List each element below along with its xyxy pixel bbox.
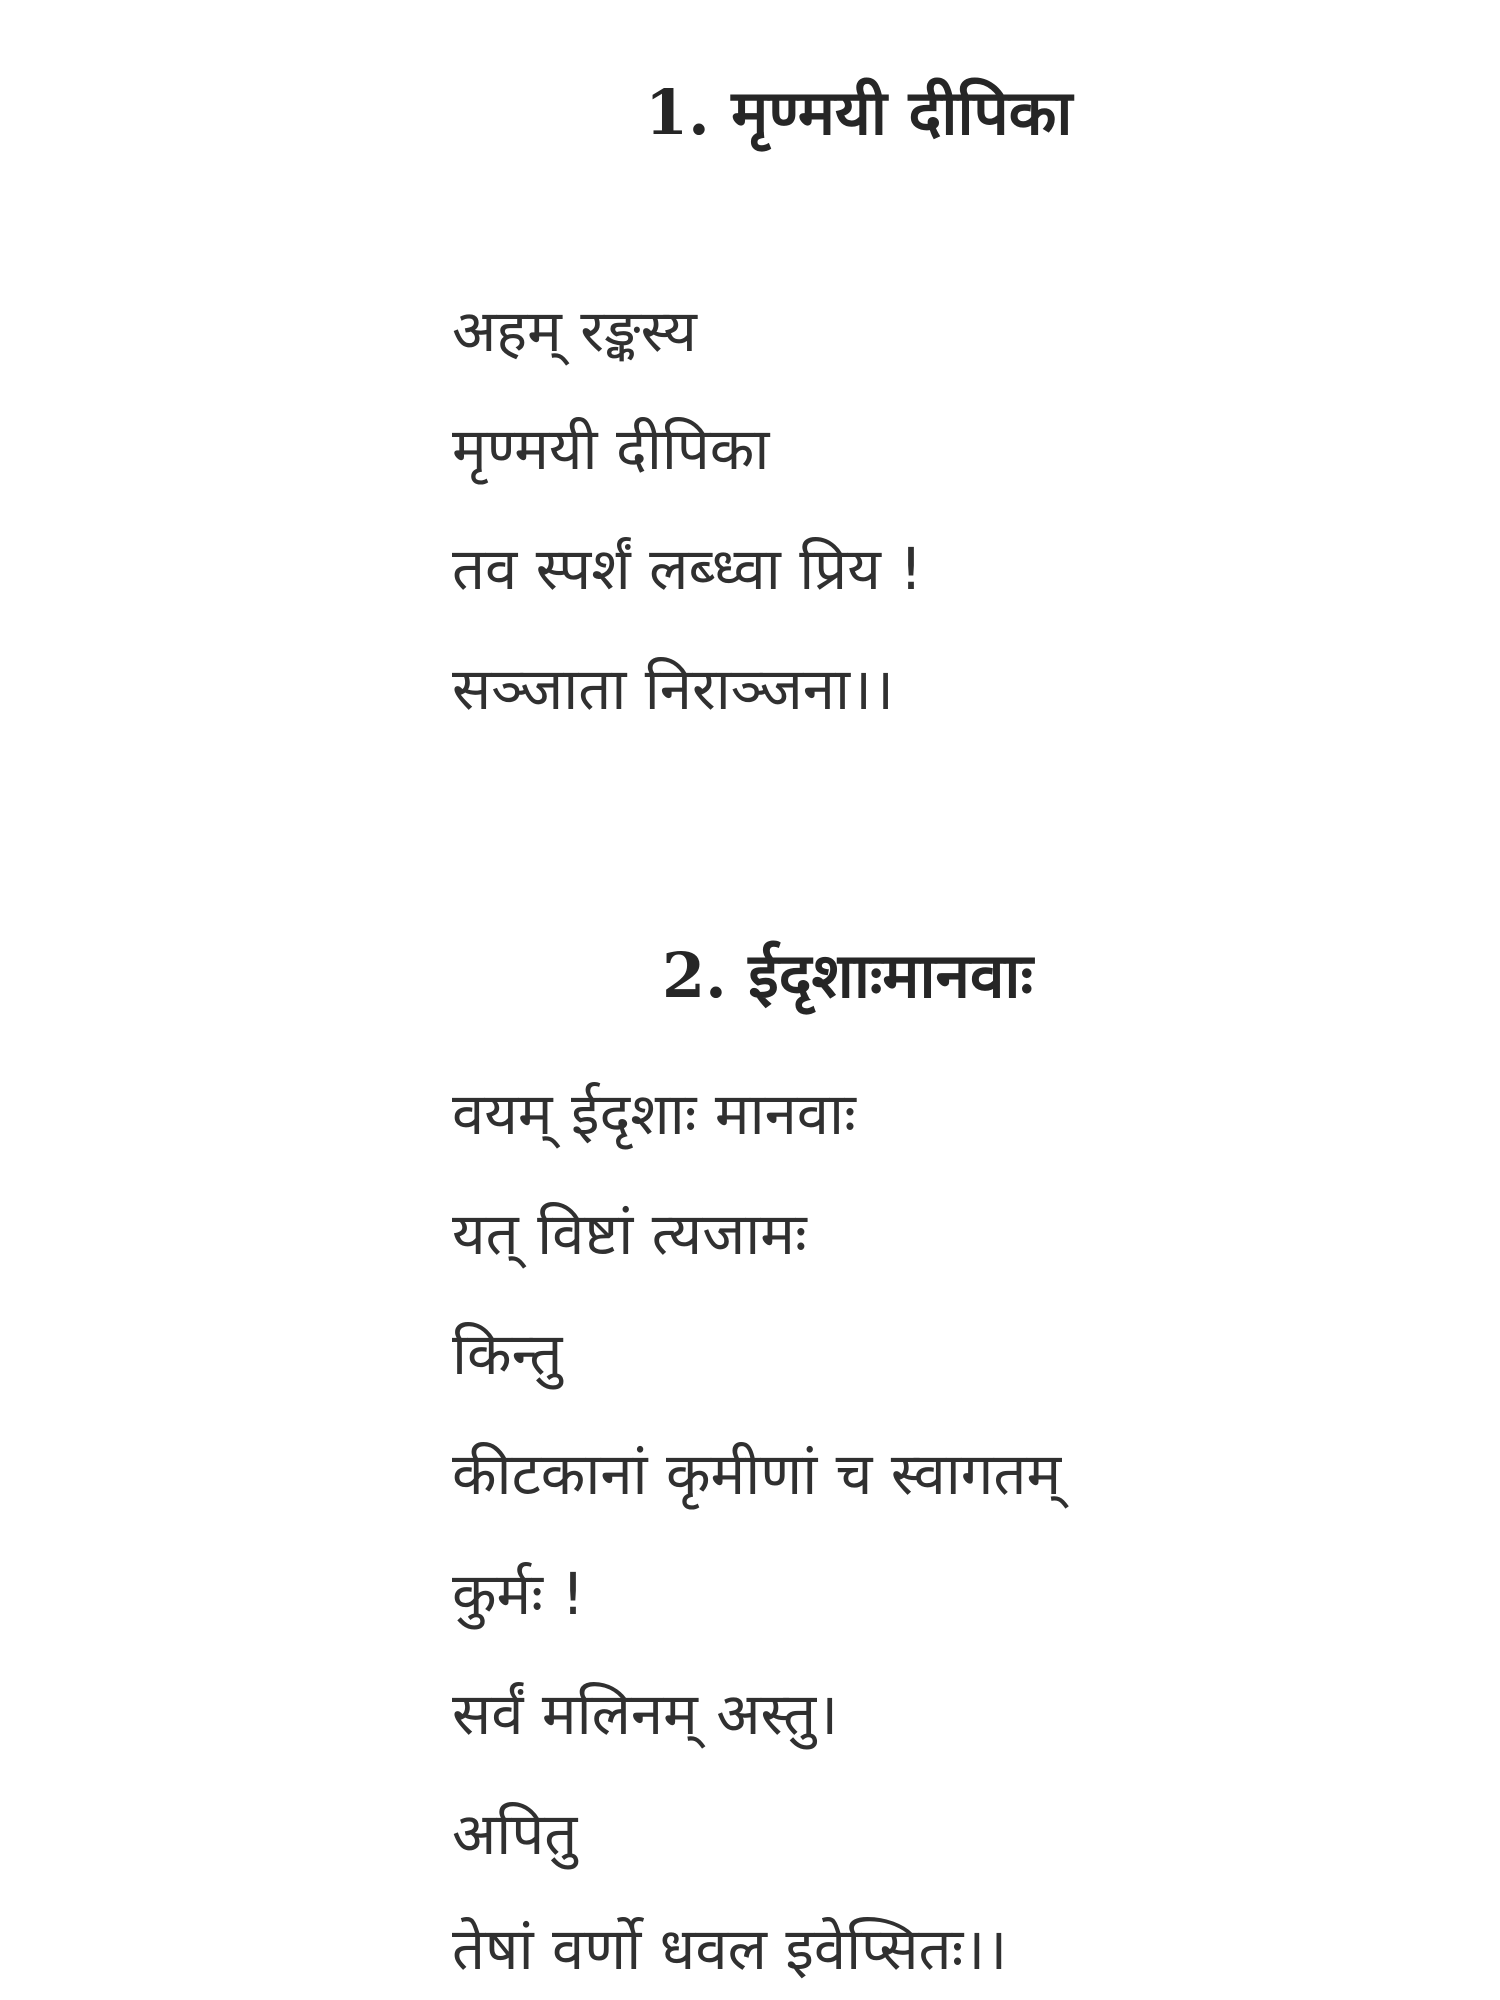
poem-1-heading: 1. मृण्मयी दीपिका xyxy=(645,76,1073,149)
poem-1-line-1: अहम् रङ्कस्य xyxy=(452,297,697,365)
poem-2-line-6: सर्वं मलिनम् अस्तु। xyxy=(452,1680,839,1748)
poem-1-line-3: तव स्पर्शं लब्ध्वा प्रिय ! xyxy=(452,535,923,603)
poem-2-heading: 2. ईदृशाःमानवाः xyxy=(662,939,1034,1012)
poem-2-line-8: तेषां वर्णो धवल इवेप्सितः।। xyxy=(452,1915,1008,1983)
poem-1-line-2: मृण्मयी दीपिका xyxy=(452,415,770,483)
poem-2-line-7: अपितु xyxy=(452,1800,578,1868)
poem-1-line-4: सञ्जाता निराञ्जना।। xyxy=(452,655,894,723)
poem-2-line-3: किन्तु xyxy=(452,1320,563,1388)
poem-2-line-2: यत् विष्टां त्यजामः xyxy=(452,1200,807,1268)
poem-2-line-5: कुर्मः ! xyxy=(452,1560,585,1628)
poem-2-line-4: कीटकानां कृमीणां च स्वागतम् xyxy=(452,1440,1062,1508)
poem-2-line-1: वयम् ईदृशाः मानवाः xyxy=(452,1080,856,1148)
